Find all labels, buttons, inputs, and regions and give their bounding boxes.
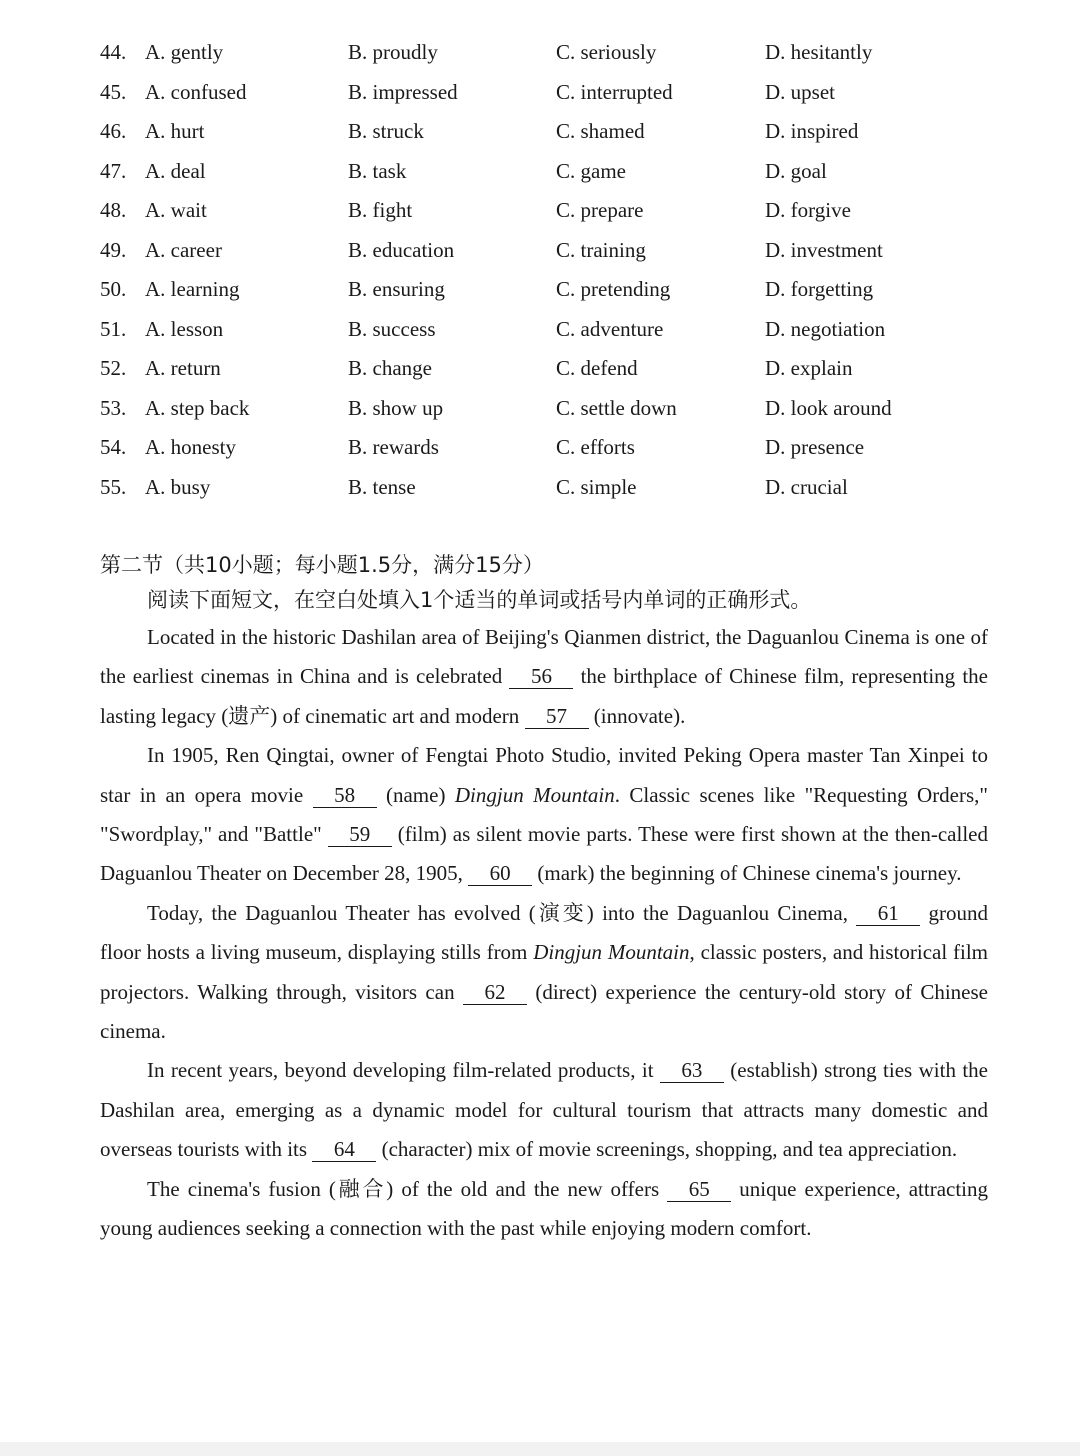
blank-64: 64 <box>312 1137 376 1162</box>
option-a: A. deal <box>145 158 206 183</box>
question-number: 53. <box>100 395 127 420</box>
paragraph-text: In 1905, Ren Qingtai, owner of Fengtai Photo Studio, invited Peking Opera master Tan Xinpei to star in an opera movie <box>100 743 988 807</box>
option-d: D. investment <box>765 237 883 262</box>
question-row <box>0 428 1080 468</box>
movie-title: Dingjun Mountain <box>454 782 615 807</box>
option-d: D. look around <box>765 395 892 420</box>
option-a: A. hurt <box>145 119 205 143</box>
option-a: A. honesty <box>145 435 236 459</box>
paragraph-text: In recent years, beyond developing film-related products, it <box>147 1058 660 1083</box>
section-instruction: 阅读下面短文，在空白处填入1个适当的单词或括号内单词的正确形式。 <box>147 588 812 612</box>
paragraph-text: Today, the Daguanlou Theater has evolved (演变) into the Daguanlou Cinema, <box>147 900 857 925</box>
option-b: B. change <box>348 356 432 380</box>
option-c: C. adventure <box>556 316 664 341</box>
blank-65: 65 <box>667 1177 731 1202</box>
paragraph-text: (establish) strong ties with the Dashilan area, emerging as a dynamic model for cultural tourism that attracts many domestic and overseas tourists with its <box>100 1058 988 1162</box>
question-number: 52. <box>100 356 127 380</box>
question-row <box>0 231 1080 271</box>
question-row <box>0 310 1080 350</box>
blank-63: 63 <box>660 1058 724 1083</box>
option-c: C. seriously <box>556 40 657 64</box>
option-d: D. hesitantly <box>765 40 873 64</box>
option-a: A. gently <box>145 40 224 64</box>
option-b: B. success <box>348 316 436 341</box>
option-d: D. crucial <box>765 474 848 499</box>
option-b: B. ensuring <box>348 277 445 301</box>
option-d: D. inspired <box>765 119 859 143</box>
paragraph-text: (character) mix of movie screenings, shopping, and tea appreciation. <box>376 1137 958 1162</box>
paragraph-text: The cinema's fusion (融合) of the old and the new offers <box>147 1176 668 1201</box>
question-row <box>0 152 1080 192</box>
option-c: C. prepare <box>556 198 644 222</box>
option-b: B. struck <box>348 119 424 143</box>
passage-paragraph-2 <box>100 736 988 894</box>
option-b: B. education <box>348 237 455 262</box>
option-b: B. tense <box>348 474 416 499</box>
question-row <box>0 349 1080 389</box>
question-row <box>0 73 1080 113</box>
options-table <box>0 33 1080 507</box>
paragraph-text: (mark) the beginning of Chinese cinema's journey. <box>532 861 962 886</box>
option-a: A. step back <box>145 395 250 420</box>
blank-59: 59 <box>328 822 392 847</box>
question-row <box>0 468 1080 508</box>
option-d: D. negotiation <box>765 316 886 341</box>
paragraph-text: unique experience, attracting young audiences seeking a connection with the past while enjoying modern comfort. <box>100 1176 988 1241</box>
passage-paragraph-1 <box>100 618 988 736</box>
blank-61: 61 <box>856 901 920 926</box>
option-d: D. explain <box>765 356 853 380</box>
paragraph-text: ground floor hosts a living museum, displaying stills from <box>100 900 989 965</box>
option-c: C. defend <box>556 356 638 380</box>
blank-57: 57 <box>525 704 589 729</box>
paragraph-text: (direct) experience the century-old story of Chinese cinema. <box>100 979 988 1044</box>
option-c: C. game <box>556 158 626 183</box>
option-b: B. fight <box>348 198 413 222</box>
paragraph-text: the birthplace of Chinese film, representing the lasting legacy (遗产) of cinematic art and modern <box>100 664 988 728</box>
question-row <box>0 33 1080 73</box>
paragraph-text: Located in the historic Dashilan area of Beijing's Qianmen district, the Daguanlou Cinema is one of the earliest cinemas in China and is celebrated <box>100 625 988 689</box>
question-number: 54. <box>100 435 127 459</box>
option-c: C. interrupted <box>556 79 673 104</box>
question-number: 49. <box>100 237 127 262</box>
question-number: 44. <box>100 40 127 64</box>
option-d: D. upset <box>765 79 835 104</box>
option-c: C. training <box>556 237 646 262</box>
question-number: 45. <box>100 79 127 104</box>
passage-paragraph-4 <box>100 1051 988 1169</box>
option-d: D. goal <box>765 158 827 183</box>
question-number: 55. <box>100 474 127 499</box>
paragraph-text: . Classic scenes like "Requesting Orders," "Swordplay," and "Battle" <box>100 782 988 847</box>
question-number: 51. <box>100 316 127 341</box>
option-a: A. wait <box>145 198 207 222</box>
question-number: 46. <box>100 119 127 143</box>
option-a: A. career <box>145 237 222 262</box>
option-c: C. efforts <box>556 435 635 459</box>
paragraph-text: (innovate). <box>588 703 686 728</box>
passage-paragraph-3 <box>100 894 988 1052</box>
option-a: A. return <box>145 356 221 380</box>
blank-56: 56 <box>509 664 573 689</box>
option-d: D. presence <box>765 435 865 459</box>
question-number: 47. <box>100 158 127 183</box>
option-b: B. rewards <box>348 435 439 459</box>
paragraph-text: (film) as silent movie parts. These were first shown at the then-called Daguanlou Theater on December 28, 1905, <box>100 822 988 886</box>
question-number: 50. <box>100 277 127 301</box>
option-a: A. lesson <box>145 316 224 341</box>
question-row <box>0 270 1080 310</box>
option-b: B. impressed <box>348 79 458 104</box>
option-d: D. forgive <box>765 198 851 222</box>
question-row <box>0 112 1080 152</box>
option-a: A. learning <box>145 277 240 301</box>
option-c: C. pretending <box>556 277 671 301</box>
passage-paragraph-5 <box>100 1170 988 1249</box>
blank-60: 60 <box>468 861 532 886</box>
option-b: B. proudly <box>348 40 438 64</box>
movie-title: Dingjun Mountain <box>533 940 690 965</box>
option-c: C. simple <box>556 474 637 499</box>
page-bottom-edge <box>0 1442 1080 1456</box>
question-row <box>0 389 1080 429</box>
paragraph-text: (name) <box>376 782 455 807</box>
option-d: D. forgetting <box>765 277 874 301</box>
option-b: B. show up <box>348 395 444 420</box>
section-two <box>100 550 988 1249</box>
blank-62: 62 <box>463 980 527 1005</box>
option-c: C. shamed <box>556 119 645 143</box>
paragraph-text: , classic posters, and historical film projectors. Walking through, visitors can <box>100 940 988 1004</box>
question-number: 48. <box>100 198 127 222</box>
option-c: C. settle down <box>556 395 677 420</box>
blank-58: 58 <box>313 783 377 808</box>
option-a: A. confused <box>145 79 247 104</box>
section-title: 第二节（共10小题；每小题1.5分，满分15分） <box>100 553 544 577</box>
option-b: B. task <box>348 158 407 183</box>
option-a: A. busy <box>145 474 211 499</box>
question-row <box>0 191 1080 231</box>
